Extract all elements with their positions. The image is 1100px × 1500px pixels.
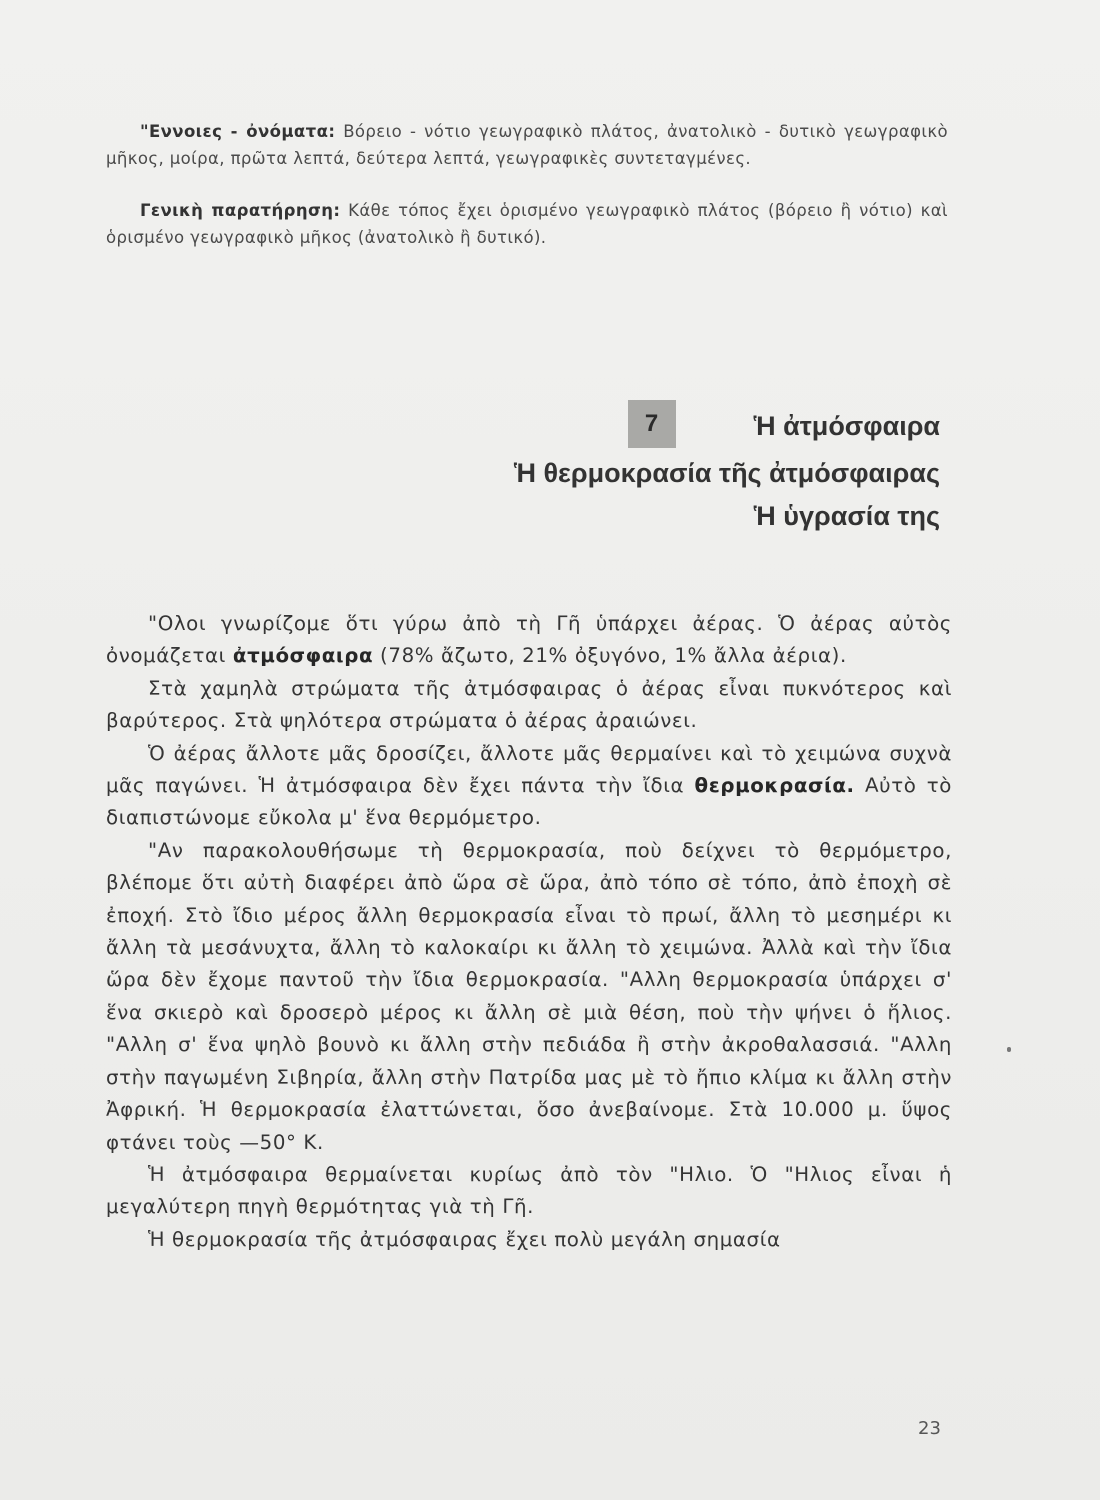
concepts-text: Βόρειο - νότιο γεωγραφικὸ πλάτος, ἀνατολικὸ - δυτικὸ γεωγραφικὸ μῆκος, μοίρα, πρῶτα λεπτά, δεύτερα λεπτά, γεωγραφικὲς συντεταγμένες. xyxy=(106,122,948,168)
chapter-title-row xyxy=(440,404,940,452)
remark-text: Κάθε τόπος ἔχει ὁρισμένο γεωγραφικὸ πλάτος (βόρειο ἢ νότιο) καὶ ὁρισμένο γεωγραφικὸ μῆκος (ἀνατολικὸ ἢ δυτικό). xyxy=(106,201,948,247)
body-text-segment: "Ολοι γνωρίζομε ὅτι γύρω ἀπὸ τὴ Γῆ ὑπάρχει ἀέρας. Ὁ ἀέρας αὐτὸς ὀνομάζεται xyxy=(106,612,952,668)
remark-label: Γενικὴ παρατήρηση: xyxy=(140,201,341,220)
body-paragraph-5: Ἡ ἀτμόσφαιρα θερμαίνεται κυρίως ἀπὸ τὸν "Ηλιο. Ὁ "Ηλιος εἶναι ἡ μεγαλύτερη πηγὴ θερμότητας γιὰ τὴ Γῆ. xyxy=(106,1162,952,1219)
concepts-paragraph xyxy=(106,118,948,172)
chapter-heading xyxy=(440,404,940,538)
body-paragraph-6: Ἡ θερμοκρασία τῆς ἀτμόσφαιρας ἔχει πολὺ μεγάλη σημασία xyxy=(148,1227,781,1251)
body-paragraph-3 xyxy=(106,738,952,835)
body-text xyxy=(106,608,952,1256)
body-text-segment: (78% ἄζωτο, 21% ὀξυγόνο, 1% ἄλλα ἀέρια). xyxy=(373,644,847,668)
body-text-segment: Ὁ ἀέρας ἄλλοτε μᾶς δροσίζει, ἄλλοτε μᾶς θερμαίνει καὶ τὸ χειμώνα συχνὰ μᾶς παγώνει. Ἡ ἀτμόσφαιρα δὲν ἔχει πάντα τὴν ἴδια xyxy=(106,741,952,798)
term-temperature: θερμοκρασία. xyxy=(694,774,855,798)
chapter-title-2: Ἡ θερμοκρασία τῆς ἀτμόσφαιρας xyxy=(513,458,940,488)
chapter-number-badge: 7 xyxy=(628,400,676,448)
concepts-box xyxy=(106,118,948,251)
page-number: 23 xyxy=(918,1418,941,1439)
chapter-title-1: Ἡ ἀτμόσφαιρα xyxy=(753,411,940,442)
body-text-segment: Αὐτὸ τὸ διαπιστώνομε εὔκολα μ' ἕνα θερμόμετρο. xyxy=(106,774,952,830)
body-paragraph-4: "Αν παρακολουθήσωμε τὴ θερμοκρασία, ποὺ δείχνει τὸ θερμόμετρο, βλέπομε ὅτι αὐτὴ διαφέρει ἀπὸ ὥρα σὲ ὥρα, ἀπὸ τόπο σὲ τόπο, ἀπὸ ἐποχὴ σὲ ἐποχή. Στὸ ἴδιο μέρος ἄλλη θερμοκρασία εἶναι τὸ πρωί, ἄλλη τὸ μεσημέρι κι ἄλλη τὰ μεσάνυχτα, ἄλλη τὸ καλοκαίρι κι ἄλλη τὸ χειμώνα. Ἀλλὰ καὶ τὴν ἴδια ὥρα δὲν ἔχομε παντοῦ τὴν ἴδια θερμοκρασία. "Αλλη θερμοκρασία ὑπάρχει σ' ἕνα σκιερὸ καὶ δροσερὸ μέρος κι ἄλλη σὲ μιὰ θέση, ποὺ τὴν ψήνει ὁ ἥλιος. "Αλλη σ' ἕνα ψηλὸ βουνὸ κι ἄλλη στὴν πεδιάδα ἢ στὴν ἀκροθαλασσιά. "Αλλη στὴν παγωμένη Σιβηρία, ἄλλη στὴν Πατρίδα μας μὲ τὸ ἤπιο κλίμα κι ἄλλη στὴν Ἀφρική. Ἡ θερμοκρασία ἐλαττώνεται, ὅσο ἀνεβαίνομε. Στὰ 10.000 μ. ὕψος φτάνει τοὺς —50° Κ. xyxy=(106,838,952,1154)
body-paragraph-1 xyxy=(106,608,952,673)
remark-paragraph xyxy=(106,197,948,251)
concepts-label: "Εννοιες - ὀνόματα: xyxy=(140,122,336,141)
term-atmosphere: ἀτμόσφαιρα xyxy=(232,644,374,668)
body-paragraph-2: Στὰ χαμηλὰ στρώματα τῆς ἀτμόσφαιρας ὁ ἀέρας εἶναι πυκνότερος καὶ βαρύτερος. Στὰ ψηλότερα στρώματα ὁ ἀέρας ἀραιώνει. xyxy=(106,676,952,733)
print-speck xyxy=(1007,1047,1011,1052)
chapter-title-3: Ἡ ὑγρασία της xyxy=(753,501,940,531)
